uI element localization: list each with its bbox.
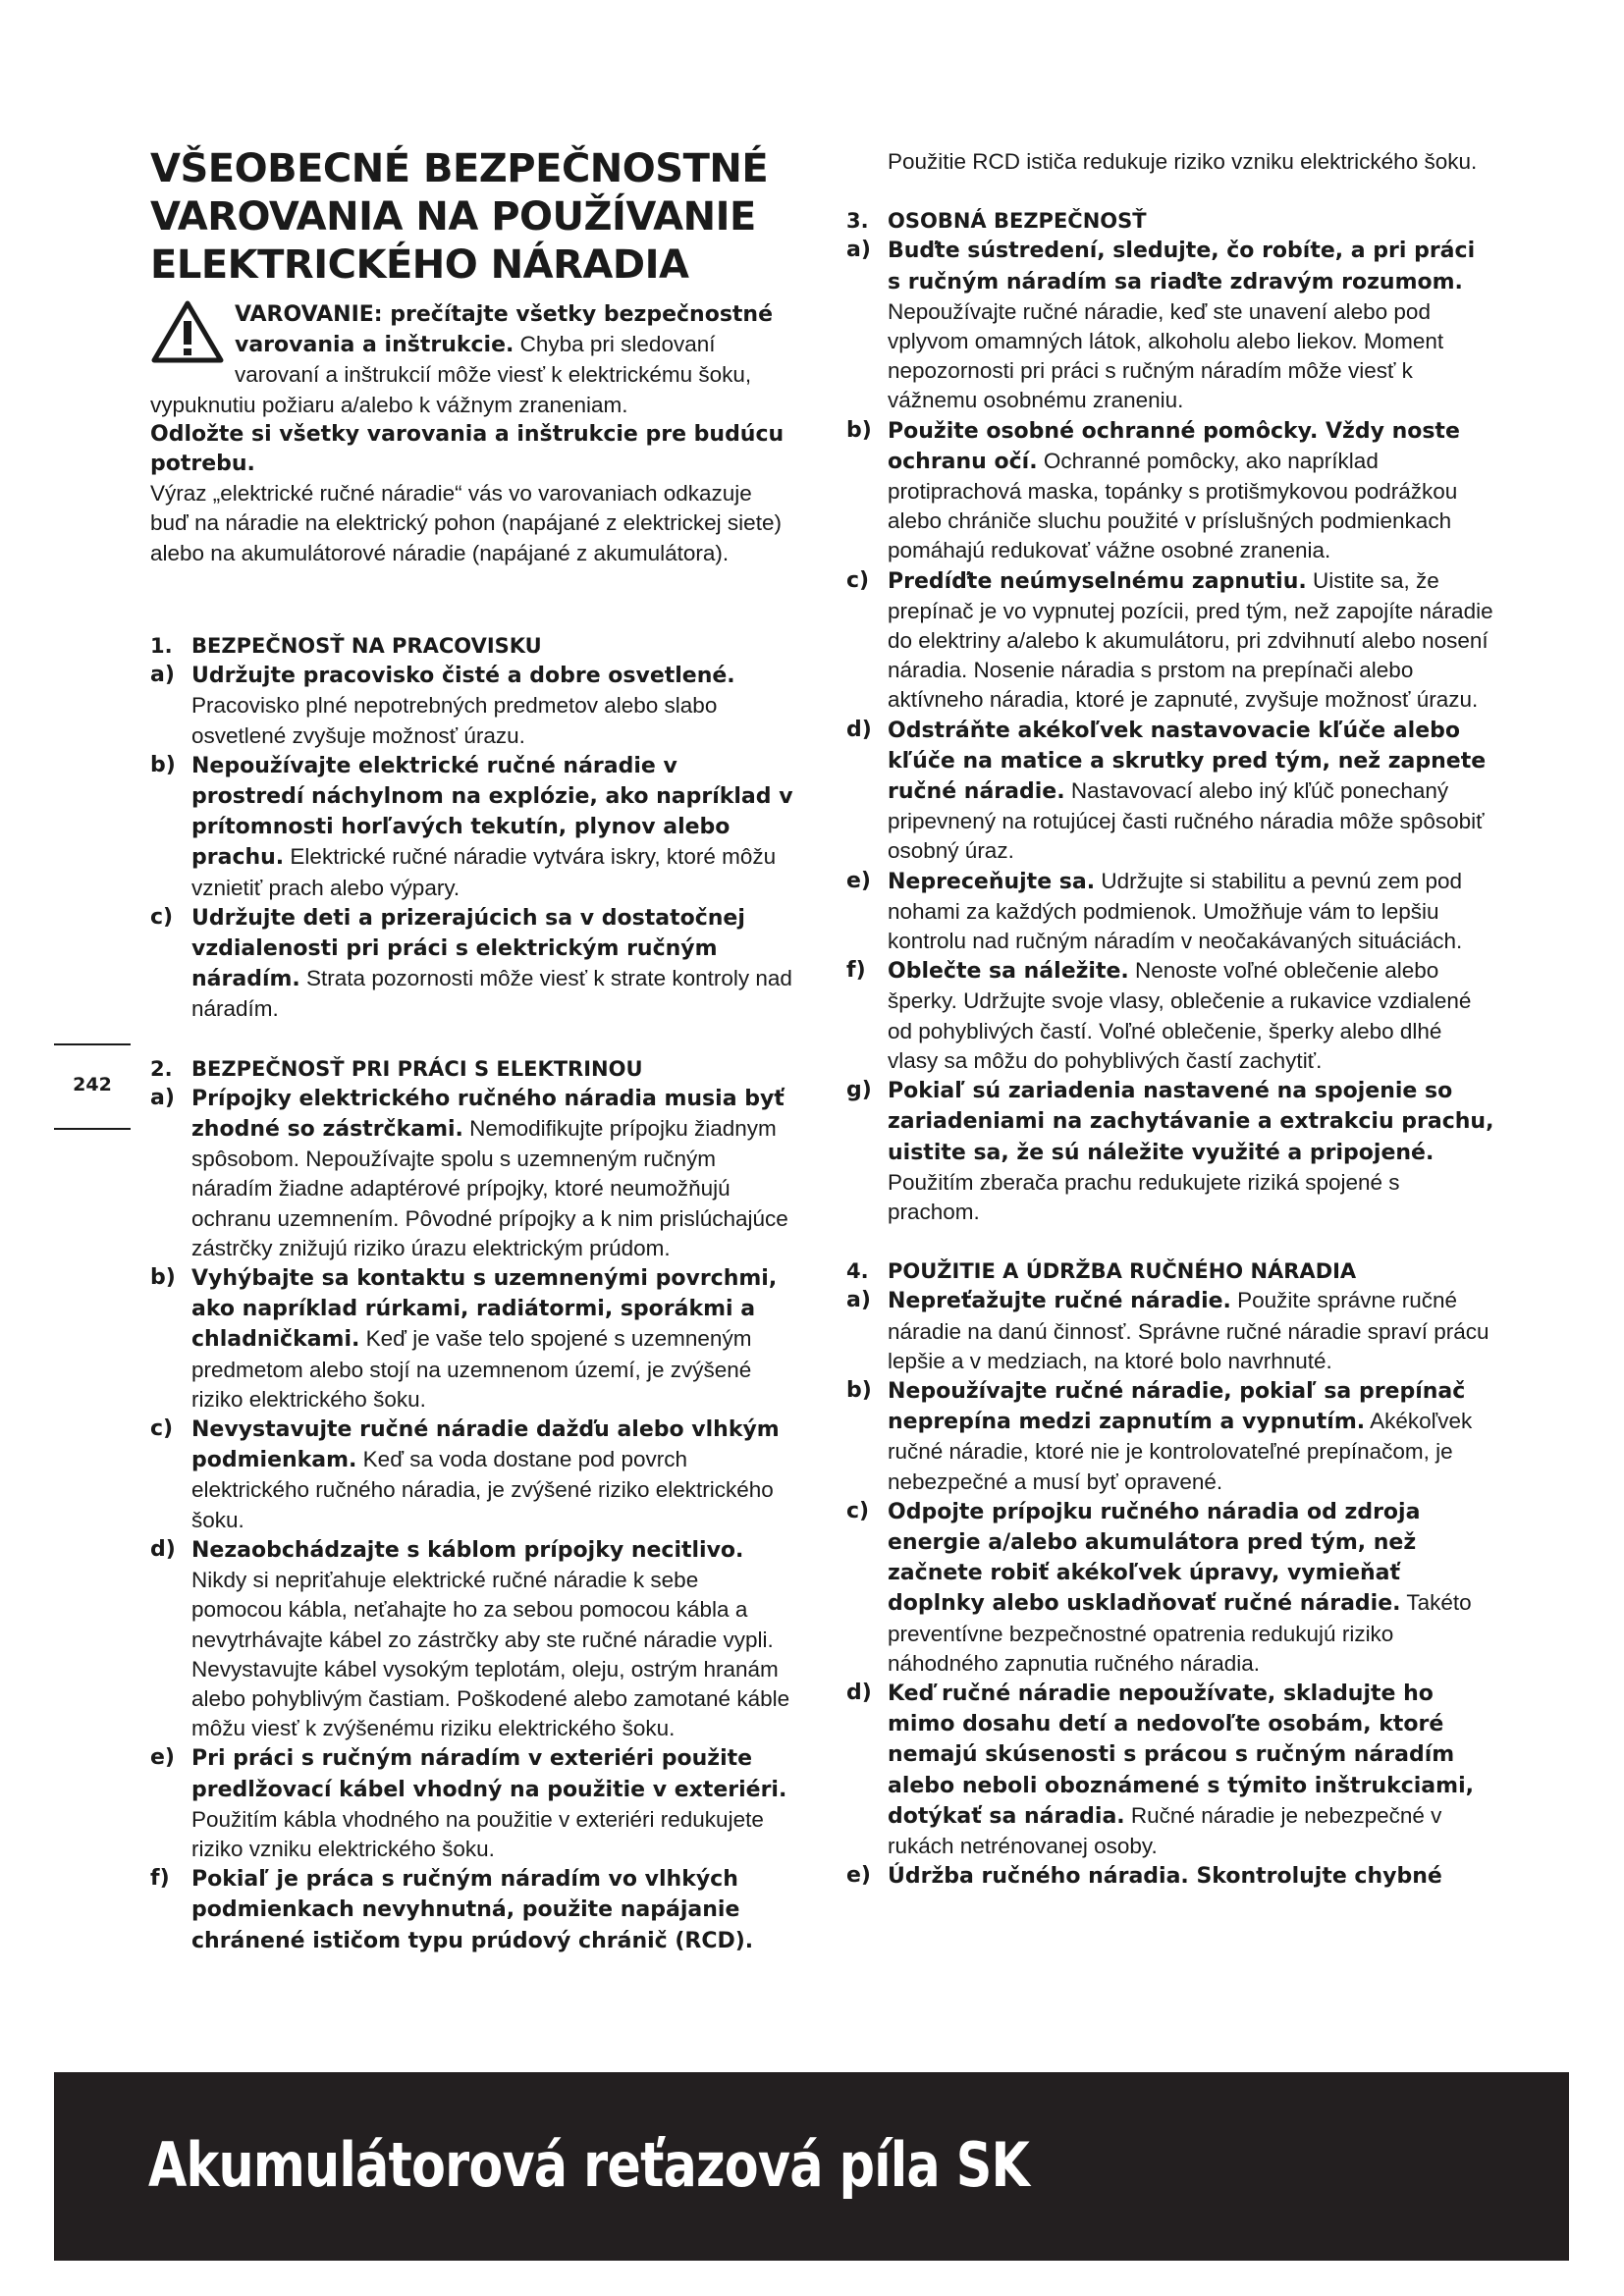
list-item: b) Nepoužívajte elektrické ručné náradie v prostredí náchylnom na explózie, ako napríklad v prítomnosti horľavých tekutín, plynov alebo prachu. Elektrické ručné náradie vytvára iskry, ktoré môžu vznietiť prach alebo výpary. [150, 752, 793, 900]
footer-title: Akumulátorová reťazová píla SK [148, 2129, 1030, 2201]
list-item: g) Pokiaľ sú zariadenia nastavené na spojenie so zariadeniami na zachytávanie a extrakciu prachu, uistite sa, že sú náležite využité a pripojené. Použitím zberača prachu redukujete riziká spojené s prachom. [846, 1078, 1494, 1224]
footer-band [54, 2072, 1569, 2261]
section-heading: 1. BEZPEČNOSŤ NA PRACOVISKU [150, 634, 542, 658]
list-item: d) Nezaobchádzajte s káblom prípojky necitlivo. Nikdy si nepriťahuje elektrické ručné náradie k sebe pomocou kábla, neťahajte ho za sebou pomocou kábla a nevytrhávajte kábel zo zástrčky aby ste ručné náradie vypli. Nevystavujte kábel vysokým teplotám, oleju, ostrým hranám alebo pohyblivým častiam. Poškodené alebo zamotané káble môžu viesť k zvýšenému riziku elektrického šoku. [150, 1536, 790, 1741]
warning-block [150, 299, 788, 568]
list-item: a) Prípojky elektrického ručného náradia musia byť zhodné so zástrčkami. Nemodifikujte prípojku žiadnym spôsobom. Nepoužívajte spolu s uzemneným ručným náradím žiadne adaptérové prípojky, ktoré neumožňujú ochranu uzemnením. Pôvodné prípojky a k nim prislúchajúce zástrčky znižujú riziko úrazu elektrickým prúdom. [150, 1085, 788, 1260]
warning-triangle-icon [150, 299, 225, 364]
section-heading: 2. BEZPEČNOSŤ PRI PRÁCI S ELEKTRINOU [150, 1056, 643, 1081]
section-heading: 4. POUŽITIE A ÚDRŽBA RUČNÉHO NÁRADIA [846, 1259, 1357, 1284]
list-item: f) Pokiaľ je práca s ručným náradím vo vlhkých podmienkach nevyhnutná, použite napájanie chránené ističom typu prúdový chránič (RCD). [150, 1866, 754, 1953]
list-item: c) Nevystavujte ručné náradie dažďu alebo vlhkým podmienkam. Keď sa voda dostane pod povrch elektrického ručného náradia, je zvýšené riziko elektrického šoku. [150, 1416, 780, 1532]
list-item: b) Vyhýbajte sa kontaktu s uzemnenými povrchmi, ako napríklad rúrkami, radiátormi, sporákmi a chladničkami. Keď je vaše telo spojené s uzemneným predmetom alebo stojí na uzemnenom území, je zvýšené riziko elektrického šoku. [150, 1265, 778, 1412]
list-item: f) Oblečte sa náležite. Nenoste voľné oblečenie alebo šperky. Udržujte svoje vlasy, oblečenie a rukavice vzdialené od pohyblivých častí. Voľné oblečenie, šperky alebo dlhé vlasy sa môžu do pohyblivých častí zachytiť. [846, 958, 1472, 1073]
list-item: c) Predíďte neúmyselnému zapnutiu. Uistite sa, že prepínač je vo vypnutej pozícii, pred tým, než zapojíte náradie do elektriny a/alebo k akumulátoru, pri zdvihnutí alebo nosení náradia. Nosenie náradia s prstom na prepínači alebo aktívneho náradia, ktoré je zapnuté, zvyšuje možnosť úrazu. [846, 567, 1493, 713]
warning-lead: VAROVANIE: prečítajte všetky bezpečnostné varovania a inštrukcie. [235, 302, 774, 358]
warning-lead-text: Chyba pri sledovaní varovaní a inštrukcií môže viesť k elektrickému šoku, vypuknutiu požiaru a/alebo k vážnym zraneniam. [150, 332, 752, 417]
list-item: e) Nepreceňujte sa. Udržujte si stabilitu a pevnú zem pod nohami za každých podmienok. Umožňuje vám to lepšiu kontrolu nad ručným náradím v neočakávaných situáciách. [846, 868, 1463, 954]
list-item: c) Udržujte deti a prizerajúcich sa v dostatočnej vzdialenosti pri práci s elektrickým ručným náradím. Strata pozornosti môže viesť k strate kontroly nad náradím. [150, 904, 792, 1022]
rcd-note: Použitie RCD ističa redukuje riziko vzniku elektrického šoku. [888, 149, 1478, 174]
warning-text [150, 299, 788, 420]
left-column [150, 631, 793, 1956]
page-title: VŠEOBECNÉ BEZPEČNOSTNÉ VAROVANIA NA POUŽÍVANIE ELEKTRICKÉHO NÁRADIA [150, 146, 769, 288]
divider [54, 1043, 131, 1045]
list-item: a) Nepreťažujte ručné náradie. Použite správne ručné náradie na danú činnosť. Správne ručné náradie spraví prácu lepšie a v medziach, na ktoré bolo navrhnuté. [846, 1288, 1489, 1373]
page-number: 242 [73, 1074, 112, 1095]
list-item: d) Odstráňte akékoľvek nastavovacie kľúče alebo kľúče na matice a skrutky pred tým, než zapnete ručné náradie. Nastavovací alebo iný kľúč ponechaný pripevnený na rotujúcej časti ručného náradia môže spôsobiť osobný úraz. [846, 717, 1487, 864]
list-item: c) Odpojte prípojku ručného náradia od zdroja energie a/alebo akumulátora pred tým, než začnete robiť akékoľvek úpravy, vymieňať doplnky alebo uskladňovať ručné náradie. Takéto preventívne bezpečnostné opatrenia redukujú riziko náhodného zapnutia ručného náradia. [846, 1498, 1472, 1676]
list-item: b) Použite osobné ochranné pomôcky. Vždy noste ochranu očí. Ochranné pomôcky, ako napríklad protiprachová maska, topánky s protišmykovou podrážkou alebo chrániče sluchu použité v príslušných podmienkach pomáhajú redukovať vážne osobné zranenia. [846, 417, 1460, 563]
page-number-box [54, 1043, 131, 1130]
list-item: b) Nepoužívajte ručné náradie, pokiaľ sa prepínač neprepína medzi zapnutím a vypnutím. Akékoľvek ručné náradie, ktoré nie je kontrolovateľné prepínačom, je nebezpečné a musí byť opravené. [846, 1377, 1473, 1494]
warning-keep: Odložte si všetky varovania a inštrukcie pre budúcu potrebu. [150, 421, 785, 477]
warning-definition: Výraz „elektrické ručné náradie“ vás vo varovaniach odkazuje buď na náradie na elektrický pohon (napájané z elektrickej siete) alebo na akumulátorové náradie (napájané z akumulátora). [150, 481, 782, 565]
right-column [846, 147, 1494, 1892]
section-heading: 3. OSOBNÁ BEZPEČNOSŤ [846, 209, 1147, 234]
list-item: e) Údržba ručného náradia. Skontrolujte chybné [846, 1863, 1442, 1890]
list-item: a) Udržujte pracovisko čisté a dobre osvetlené. Pracovisko plné nepotrebných predmetov alebo slabo osvetlené zvyšuje možnosť úrazu. [150, 663, 735, 748]
list-item: d) Keď ručné náradie nepoužívate, skladujte ho mimo dosahu detí a nedovoľte osobám, ktoré nemajú skúsenosti s prácou s ručným náradím alebo neboli oboznámené s týmito inštrukciami, dotýkať sa náradia. Ručné náradie je nebezpečné v rukách netrénovanej osoby. [846, 1680, 1474, 1858]
list-item: a) Buďte sústredení, sledujte, čo robíte, a pri práci s ručným náradím sa riaďte zdravým rozumom. Nepoužívajte ručné náradie, keď ste unavení alebo pod vplyvom omamných látok, alkoholu alebo liekov. Moment nepozornosti pri práci s ručným náradím môže viesť k vážnemu osobnému zraneniu. [846, 238, 1476, 413]
list-item: e) Pri práci s ručným náradím v exteriéri použite predlžovací kábel vhodný na použitie v exteriéri. Použitím kábla vhodného na použitie v exteriéri redukujete riziko vzniku elektrického šoku. [150, 1745, 787, 1861]
divider [54, 1128, 131, 1130]
